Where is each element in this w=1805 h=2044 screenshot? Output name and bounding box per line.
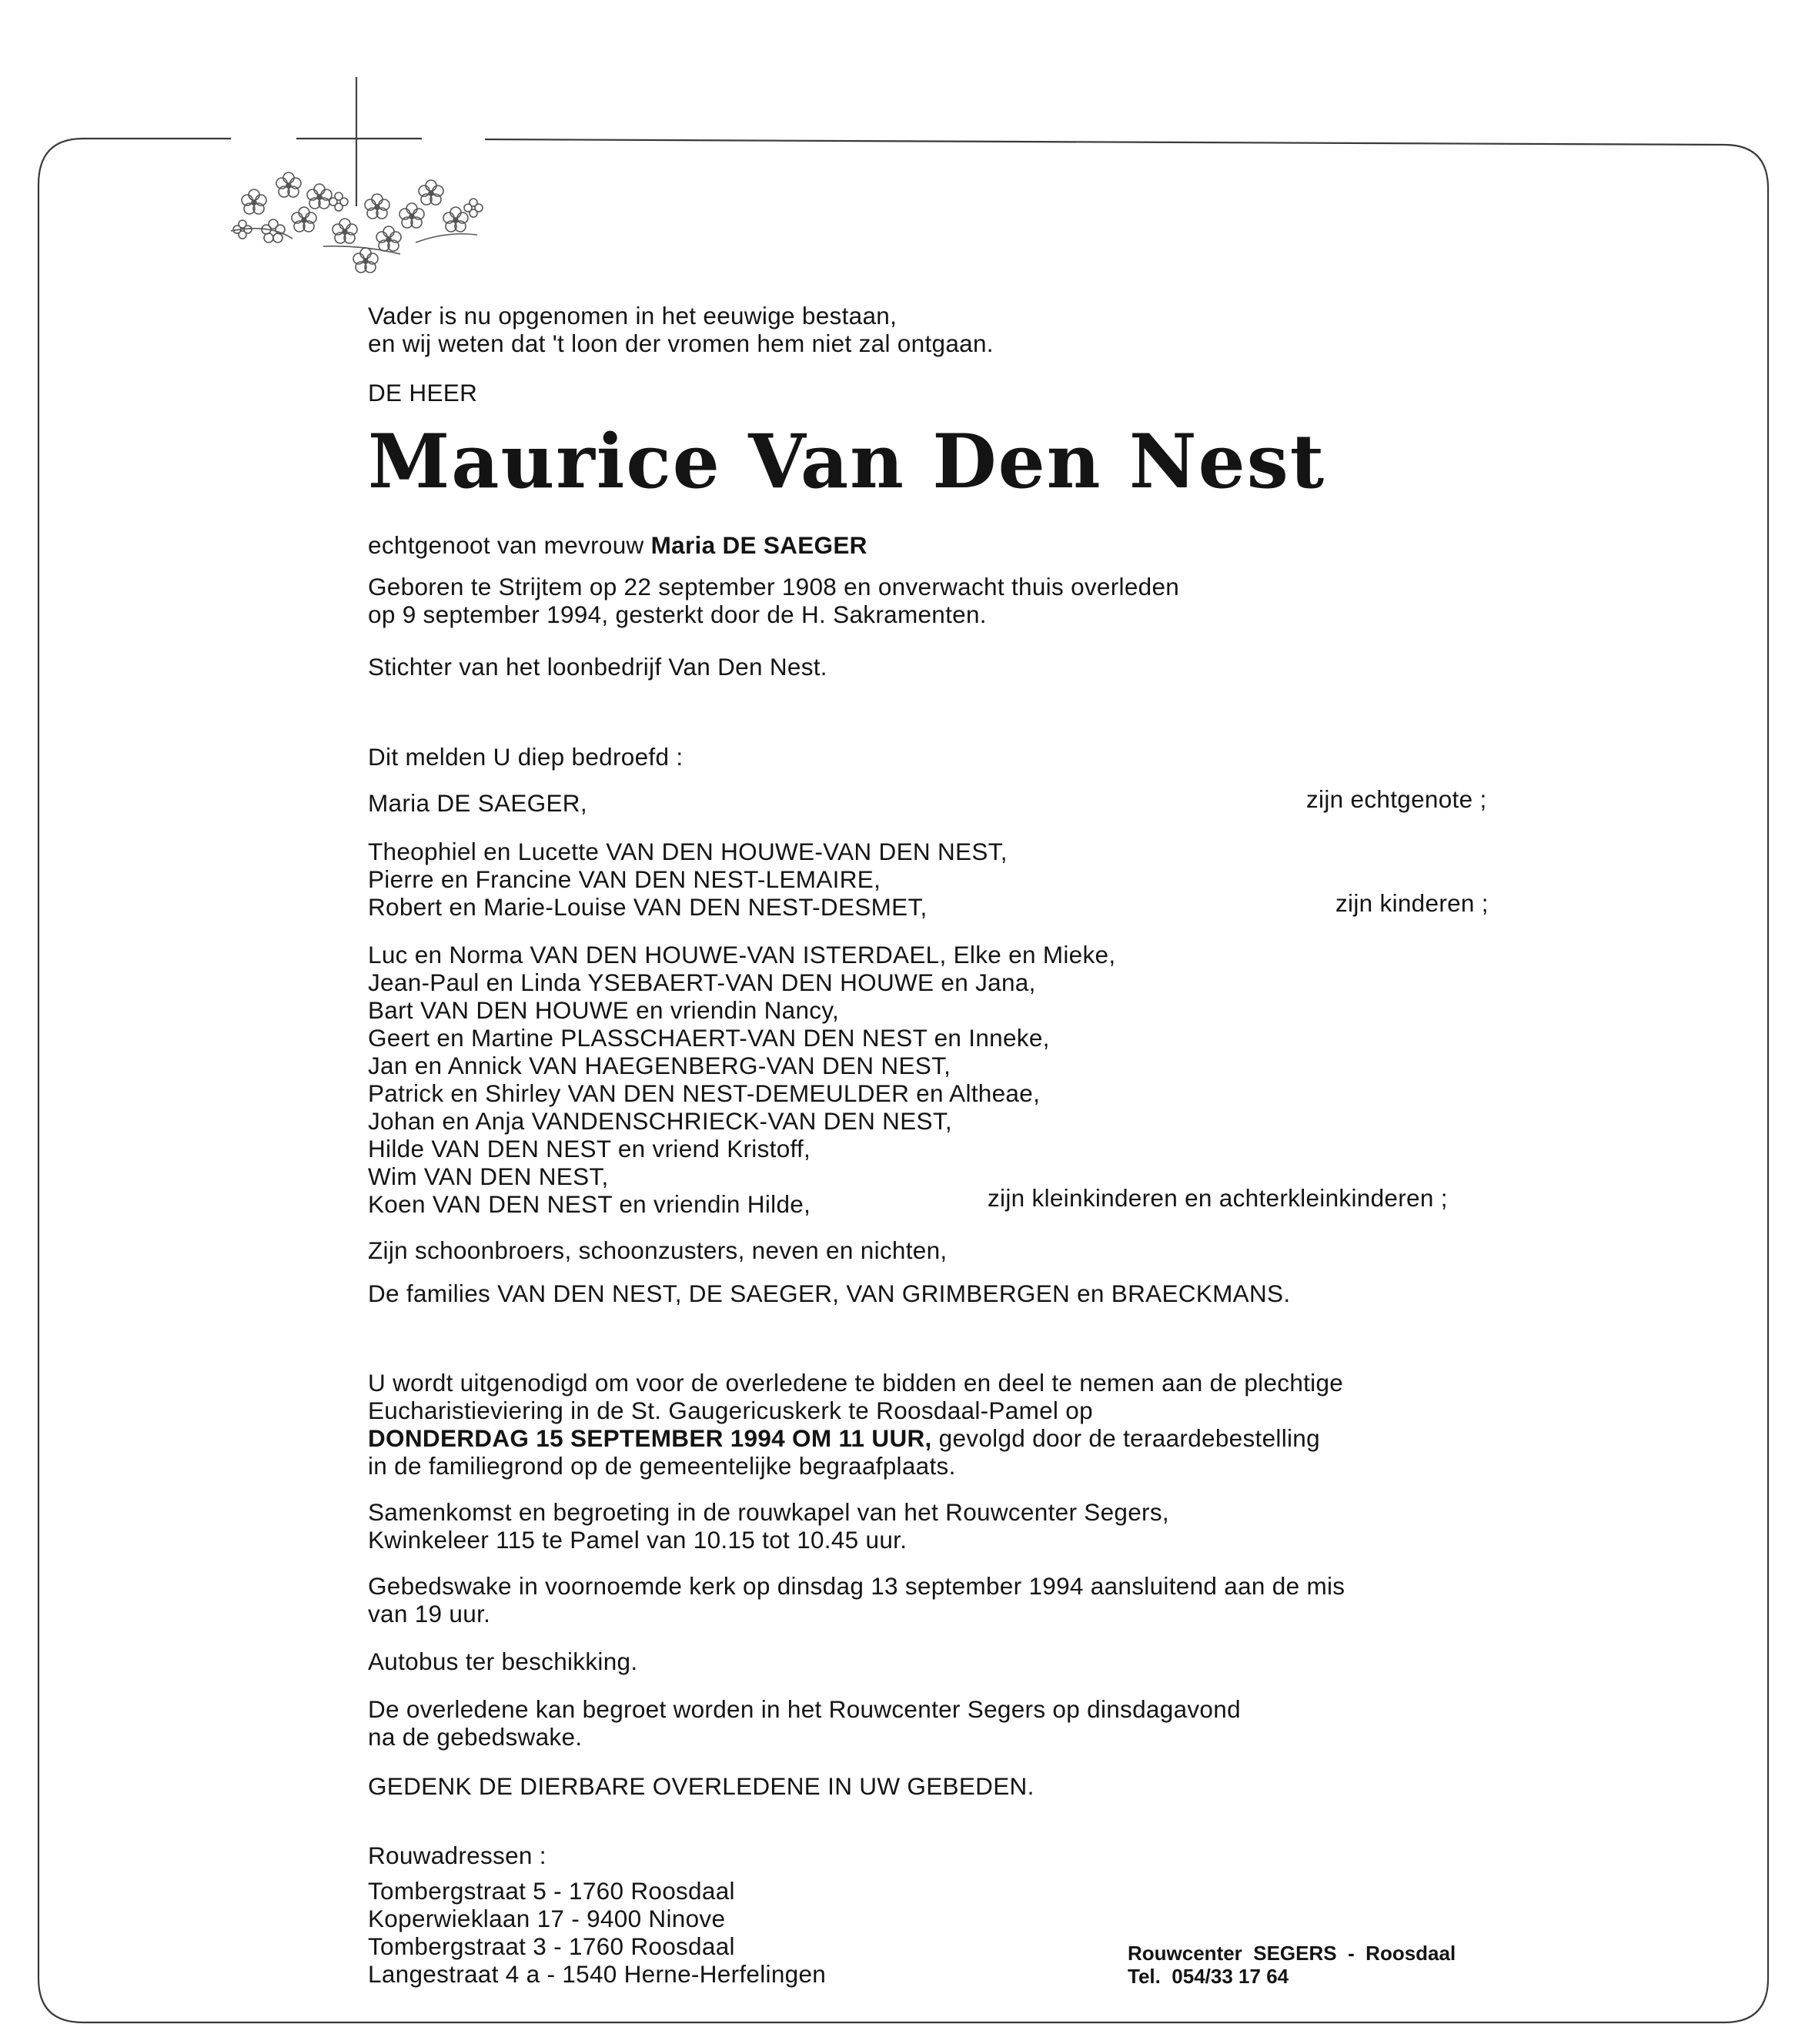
- invitation-rest: gevolgd door de teraardebestelling: [931, 1424, 1320, 1452]
- invitation-line: U wordt uitgenodigd om voor de overledene te bidden en deel te nemen aan de plechtige: [368, 1369, 1344, 1397]
- in-laws-line: Zijn schoonbroers, schoonzusters, neven en nichten,: [368, 1236, 948, 1264]
- service-date: DONDERDAG 15 SEPTEMBER 1994 OM 11 UUR,: [368, 1424, 932, 1452]
- vigil-line: Gebedswake in voornoemde kerk op dinsdag 13 september 1994 aansluitend aan de mis: [368, 1572, 1345, 1600]
- spouse-prefix: echtgenoot van mevrouw: [368, 531, 651, 559]
- grandchild-entry: Jan en Annick VAN HAEGENBERG-VAN DEN NEST,: [368, 1052, 951, 1079]
- announce-intro: Dit melden U diep bedroefd :: [368, 743, 684, 771]
- grandchild-entry: Luc en Norma VAN DEN HOUWE-VAN ISTERDAEL, Elke en Mieke,: [368, 941, 1116, 968]
- grandchildren-role: zijn kleinkinderen en achterkleinkinderen ;: [988, 1184, 1448, 1212]
- verse-line: Vader is nu opgenomen in het eeuwige bestaan,: [368, 302, 897, 330]
- verse-line: en wij weten dat 't loon der vromen hem niet zal ontgaan.: [368, 330, 994, 357]
- invitation-line: in de familiegrond op de gemeentelijke begraafplaats.: [368, 1452, 956, 1480]
- gathering-line: Kwinkeleer 115 te Pamel van 10.15 tot 10.45 uur.: [368, 1526, 908, 1554]
- funeral-home-name: Rouwcenter SEGERS - Roosdaal: [1128, 1942, 1456, 1965]
- funeral-home-tel: Tel. 054/33 17 64: [1128, 1965, 1289, 1988]
- spouse-role: zijn echtgenote ;: [1306, 785, 1487, 813]
- addresses-title: Rouwadressen :: [368, 1842, 547, 1869]
- bus-line: Autobus ter beschikking.: [368, 1648, 638, 1675]
- invitation-line: [368, 1424, 1320, 1452]
- address-entry: Tombergstraat 5 - 1760 Roosdaal: [368, 1877, 735, 1905]
- deceased-name: Maurice Van Den Nest: [368, 418, 1326, 505]
- grandchild-entry: Hilde VAN DEN NEST en vriend Kristoff,: [368, 1135, 811, 1163]
- bio-line: Geboren te Strijtem op 22 september 1908 en onverwacht thuis overleden: [368, 573, 1180, 600]
- gathering-line: Samenkomst en begroeting in de rouwkapel van het Rouwcenter Segers,: [368, 1498, 1169, 1526]
- child-entry: Pierre en Francine VAN DEN NEST-LEMAIRE,: [368, 865, 881, 893]
- address-entry: Tombergstraat 3 - 1760 Roosdaal: [368, 1932, 735, 1960]
- viewing-line: na de gebedswake.: [368, 1723, 583, 1751]
- grandchild-entry: Wim VAN DEN NEST,: [368, 1163, 609, 1190]
- grandchild-entry: Geert en Martine PLASSCHAERT-VAN DEN NEST en Inneke,: [368, 1024, 1050, 1052]
- grandchild-entry: Patrick en Shirley VAN DEN NEST-DEMEULDER en Altheae,: [368, 1079, 1041, 1107]
- child-entry: Theophiel en Lucette VAN DEN HOUWE-VAN DEN NEST,: [368, 838, 1008, 865]
- grandchild-entry: Johan en Anja VANDENSCHRIECK-VAN DEN NEST,: [368, 1107, 952, 1135]
- bio-line: op 9 september 1994, gesterkt door de H. Sakramenten.: [368, 600, 987, 628]
- spouse-line: [368, 531, 867, 559]
- invitation-line: Eucharistieviering in de St. Gaugericuskerk te Roosdaal-Pamel op: [368, 1397, 1093, 1424]
- address-entry: Koperwieklaan 17 - 9400 Ninove: [368, 1905, 726, 1932]
- grandchild-entry: Jean-Paul en Linda YSEBAERT-VAN DEN HOUWE en Jana,: [368, 968, 1036, 996]
- title-prefix: DE HEER: [368, 379, 478, 406]
- founder-line: Stichter van het loonbedrijf Van Den Nest.: [368, 653, 827, 681]
- children-role: zijn kinderen ;: [1335, 889, 1489, 917]
- grandchild-entry: Koen VAN DEN NEST en vriendin Hilde,: [368, 1190, 811, 1218]
- viewing-line: De overledene kan begroet worden in het Rouwcenter Segers op dinsdagavond: [368, 1695, 1241, 1723]
- vigil-line: van 19 uur.: [368, 1600, 491, 1628]
- address-entry: Langestraat 4 a - 1540 Herne-Herfelingen: [368, 1960, 827, 1988]
- spouse-name: Maria DE SAEGER: [650, 531, 867, 559]
- spouse-entry: Maria DE SAEGER,: [368, 789, 587, 817]
- families-line: De families VAN DEN NEST, DE SAEGER, VAN GRIMBERGEN en BRAECKMANS.: [368, 1280, 1291, 1307]
- remember-line: GEDENK DE DIERBARE OVERLEDENE IN UW GEBEDEN.: [368, 1772, 1035, 1800]
- grandchild-entry: Bart VAN DEN HOUWE en vriendin Nancy,: [368, 996, 840, 1024]
- child-entry: Robert en Marie-Louise VAN DEN NEST-DESMET,: [368, 893, 928, 921]
